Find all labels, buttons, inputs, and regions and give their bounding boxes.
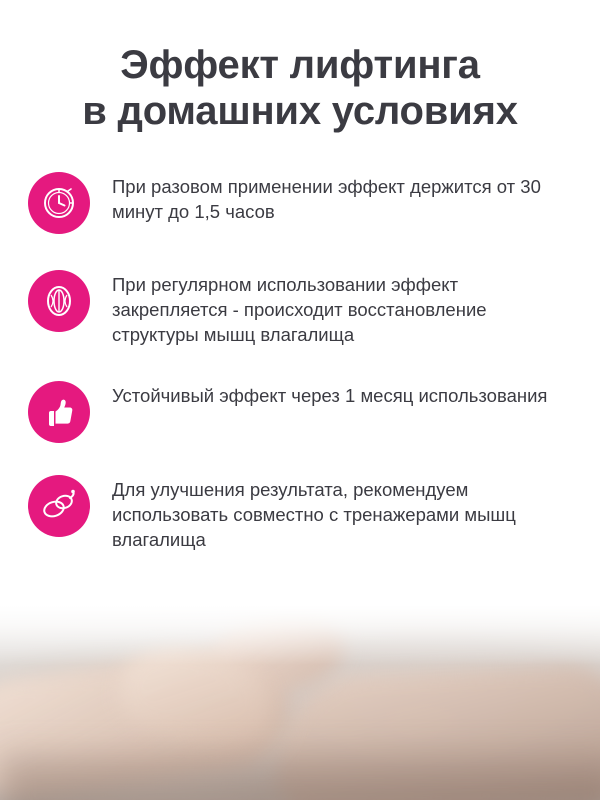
list-item-text: При регулярном использовании эффект закрепляется - происходит восстановление структуры мышц влагалища (112, 274, 487, 345)
kegel-trainer-icon (28, 475, 90, 537)
pelvic-muscles-icon (28, 270, 90, 332)
list-item-text: Для улучшения результата, рекомендуем использовать совместно с тренажерами мышц влагалища (112, 479, 516, 550)
list-item (28, 473, 580, 552)
title-line-2: в домашних условиях (82, 89, 518, 133)
photo-shape-shadow (0, 755, 600, 800)
list-item-text: При разовом применении эффект держится от 30 минут до 1,5 часов (112, 176, 541, 222)
clock-icon (28, 172, 90, 234)
benefits-list (0, 170, 600, 552)
list-item (28, 268, 580, 347)
title-line-1: Эффект лифтинга (120, 43, 480, 87)
page-title (0, 0, 600, 134)
list-item (28, 379, 580, 443)
list-item (28, 170, 580, 234)
massage-photo (0, 605, 600, 800)
list-item-text: Устойчивый эффект через 1 месяц использования (112, 385, 548, 406)
thumbs-up-icon (28, 381, 90, 443)
photo-top-fade (0, 605, 600, 665)
